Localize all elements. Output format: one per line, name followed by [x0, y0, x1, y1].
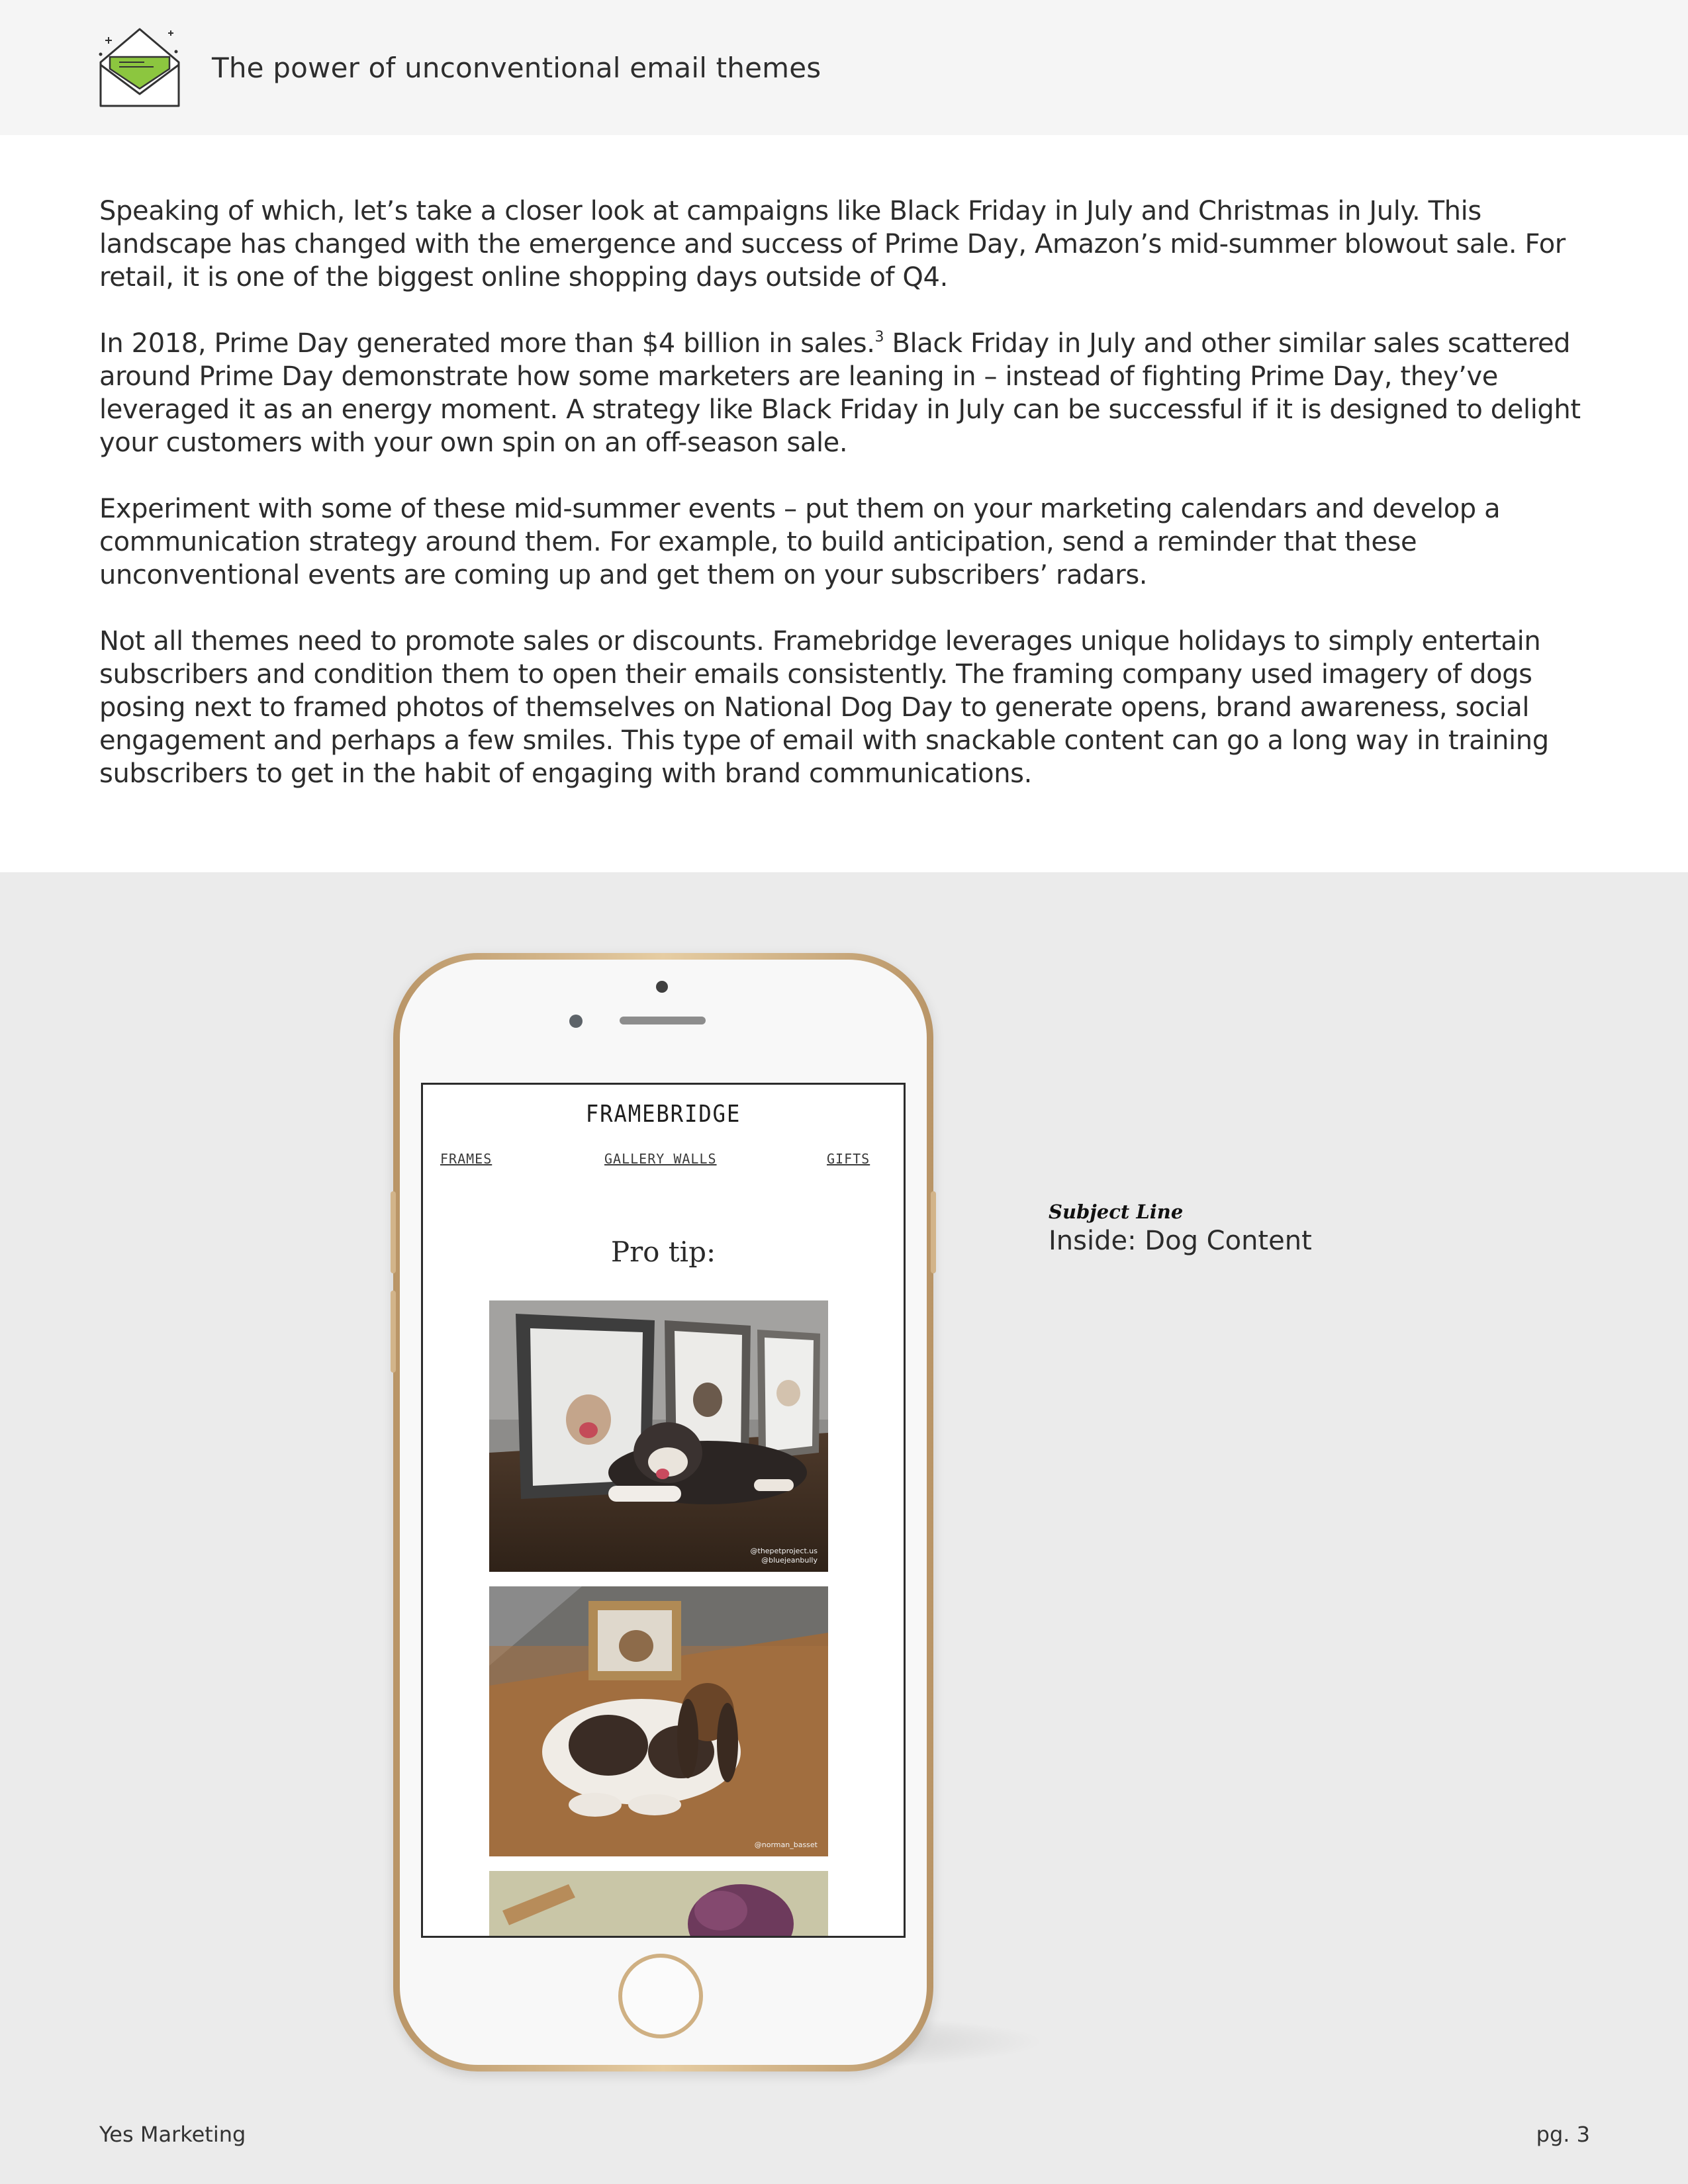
- footer-company: Yes Marketing: [99, 2122, 246, 2147]
- photo-credit: [751, 1547, 818, 1565]
- phone-side-button: [391, 1191, 396, 1273]
- email-nav-gifts: GIFTS: [827, 1151, 870, 1167]
- paragraph-2-rest: Black Friday in July and other similar sales scattered around Prime Day demonstrate how some marketers are leaning in – instead of fighting Prime Day, they’ve leveraged it as an energy moment. A strategy like Black Friday in July can be successful if it is designed to delight your customers with your own spin on an off-season sale.: [99, 328, 1581, 458]
- paragraph-2-lead: In 2018, Prime Day generated more than $4 billion in sales.: [99, 328, 875, 359]
- email-headline: Pro tip:: [610, 1236, 716, 1268]
- page-header: [0, 0, 1688, 135]
- email-nav-frames: FRAMES: [440, 1151, 492, 1167]
- page-number: pg. 3: [1536, 2122, 1590, 2147]
- paragraph-3: Experiment with some of these mid-summer events – put them on your marketing calendars and develop a communication strategy around them. For example, to build anticipation, send a reminder that these unconventional events are coming up and get them on your subscribers’ radars.: [99, 494, 1501, 590]
- email-photo-basset: [489, 1586, 828, 1856]
- photo-credit-line: @norman_basset: [754, 1841, 818, 1849]
- email-brand-logo: FRAMEBRIDGE: [585, 1101, 741, 1128]
- paragraph-2: [99, 327, 1595, 459]
- phone-speaker: [620, 1017, 706, 1024]
- phone-side-button: [931, 1191, 936, 1273]
- phone-camera: [569, 1015, 583, 1028]
- phone-sensor: [656, 981, 668, 993]
- photo-credit: [755, 1841, 818, 1850]
- phone-side-button: [391, 1291, 396, 1373]
- photo-credit-line: @bluejeanbully: [761, 1556, 818, 1565]
- email-photo-bulldog: [489, 1300, 828, 1572]
- subject-line-value: Inside: Dog Content: [1049, 1226, 1312, 1256]
- footnote-ref: 3: [874, 329, 884, 345]
- subject-line-label: Subject Line: [1049, 1201, 1184, 1223]
- paragraph-4: Not all themes need to promote sales or discounts. Framebridge leverages unique holidays to simply entertain subscribers and condition them to open their emails consistently. The framing company used imagery of dogs posing next to framed photos of themselves on National Dog Day to generate opens, brand awareness, social engagement and perhaps a few smiles. This type of email with snackable content can go a long way in training subscribers to get in the habit of engaging with brand communications.: [99, 626, 1549, 789]
- document-title: The power of unconventional email themes: [212, 52, 821, 84]
- paragraph-1: Speaking of which, let’s take a closer look at campaigns like Black Friday in July and Christmas in July. This landscape has changed with the emergence and success of Prime Day, Amazon’s mid-summer blowout sale. For retail, it is one of the biggest online shopping days outside of Q4.: [99, 196, 1566, 293]
- article-body: [99, 195, 1595, 823]
- envelope-icon: [97, 25, 183, 109]
- email-nav-gallery-walls: GALLERY WALLS: [604, 1151, 717, 1167]
- photo-credit-line: @thepetproject.us: [750, 1547, 818, 1555]
- phone-home-button: [618, 1954, 703, 2038]
- email-preview: [421, 1083, 906, 1938]
- email-photo-third: [489, 1871, 828, 1938]
